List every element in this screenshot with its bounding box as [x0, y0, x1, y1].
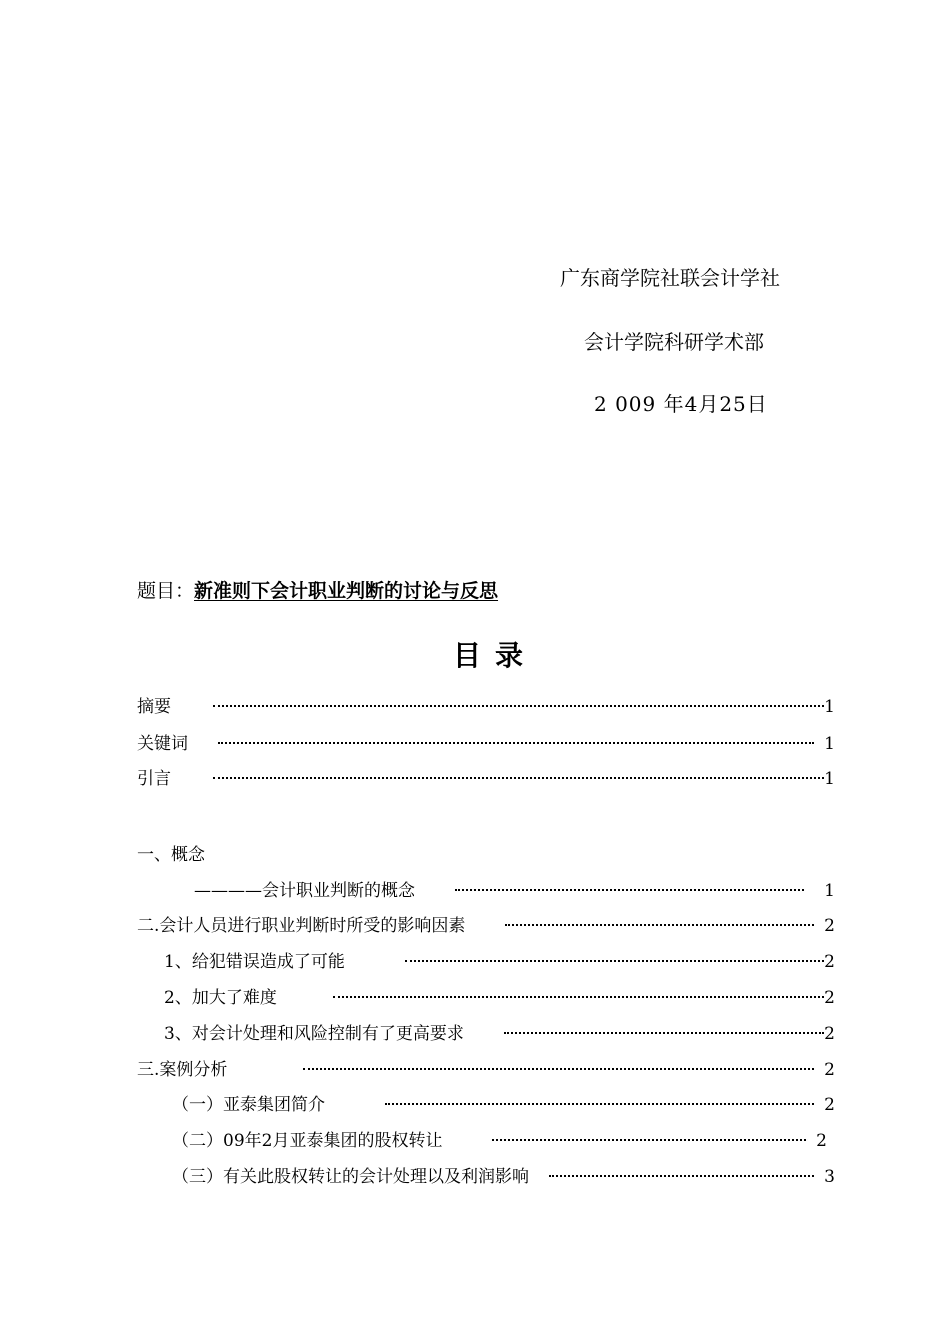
- toc-entry-label: ————会计职业判断的概念: [194, 881, 415, 901]
- toc-entry: [164, 1019, 835, 1043]
- toc-entry: [137, 729, 835, 753]
- toc-entry: [164, 983, 835, 1007]
- toc-entry: [172, 1162, 835, 1186]
- toc-leader-dots: [213, 705, 824, 707]
- toc-entry-page: 2: [816, 1131, 827, 1151]
- title-prefix: 题目：: [137, 580, 195, 602]
- title-text: 新准则下会计职业判断的讨论与反思: [194, 580, 499, 602]
- toc-heading: 目录: [452, 639, 537, 672]
- toc-entry: [164, 947, 835, 971]
- toc-entry-label: 2、加大了难度: [164, 988, 277, 1008]
- toc-entry-page: 1: [824, 769, 835, 789]
- department-name: 会计学院科研学术部: [584, 330, 764, 354]
- toc-leader-dots: [218, 742, 814, 744]
- toc-leader-dots: [549, 1175, 814, 1177]
- toc-leader-dots: [405, 960, 824, 962]
- toc-entry: [194, 876, 835, 900]
- toc-entry-page: 2: [824, 1024, 835, 1044]
- toc-entry-label: 三.案例分析: [137, 1060, 228, 1080]
- toc-leader-dots: [333, 996, 824, 998]
- toc-entry-page: 2: [824, 952, 835, 972]
- toc-entry: [137, 1055, 835, 1079]
- toc-entry-page: 1: [824, 697, 835, 717]
- toc-entry-page: 2: [824, 1095, 835, 1115]
- toc-leader-dots: [505, 924, 814, 926]
- toc-entry-label: （三）有关此股权转让的会计处理以及利润影响: [172, 1167, 529, 1187]
- toc-leader-dots: [303, 1068, 814, 1070]
- toc-leader-dots: [492, 1139, 806, 1141]
- toc-entry-label: 1、给犯错误造成了可能: [164, 952, 345, 972]
- toc-leader-dots: [455, 889, 804, 891]
- toc-entry: [172, 1126, 827, 1150]
- toc-entry-page: 2: [824, 988, 835, 1008]
- toc-entry: [137, 911, 835, 935]
- organization-name: 广东商学院社联会计学社: [560, 266, 780, 290]
- document-title: [137, 576, 498, 603]
- toc-entry-page: 1: [824, 881, 835, 901]
- toc-entry-page: 1: [824, 734, 835, 754]
- toc-entry-page: 3: [824, 1167, 835, 1187]
- toc-entry: [137, 764, 835, 788]
- toc-entry-label: 3、对会计处理和风险控制有了更高要求: [164, 1024, 464, 1044]
- toc-entry-label: 关键词: [137, 734, 188, 754]
- toc-leader-dots: [504, 1032, 824, 1034]
- toc-entry-label: 二.会计人员进行职业判断时所受的影响因素: [137, 916, 466, 936]
- document-date: 2 009 年4月25日: [594, 392, 768, 416]
- toc-leader-dots: [385, 1103, 814, 1105]
- toc-leader-dots: [213, 777, 824, 779]
- toc-entry: [137, 692, 835, 716]
- toc-entry: [137, 840, 835, 864]
- toc-entry-label: 引言: [137, 769, 171, 789]
- toc-entry-label: 一、概念: [137, 845, 205, 865]
- toc-entry-label: 摘要: [137, 697, 171, 717]
- toc-entry-page: 2: [824, 1060, 835, 1080]
- toc-entry-page: 2: [824, 916, 835, 936]
- toc-entry: [172, 1090, 835, 1114]
- toc-entry-label: （二）09年2月亚泰集团的股权转让: [172, 1131, 443, 1151]
- toc-entry-label: （一）亚泰集团简介: [172, 1095, 325, 1115]
